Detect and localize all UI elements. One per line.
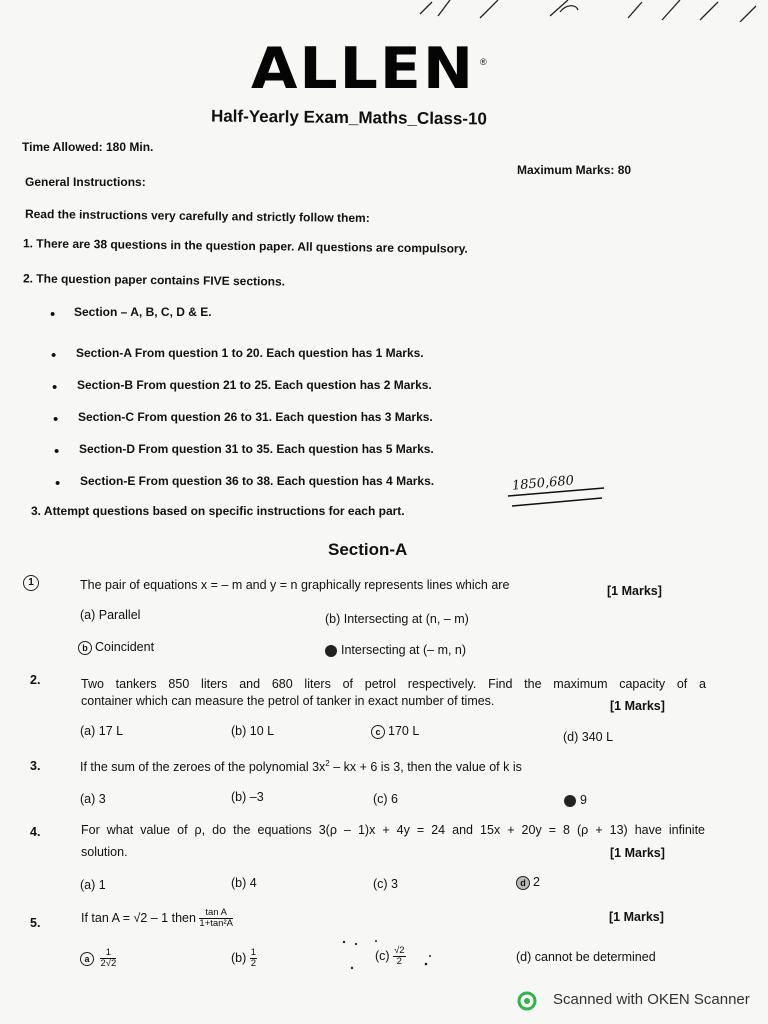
q2-option-b[interactable]: (b) 10 L (231, 724, 275, 738)
handwritten-note: 1850,680 (511, 473, 575, 494)
question-2-marks: [1 Marks] (610, 699, 665, 713)
question-4-text-line2: solution. (81, 845, 128, 859)
bullet-item: • Section – A, B, C, D & E. (50, 305, 212, 323)
q4-option-a[interactable]: (a) 1 (80, 878, 106, 892)
option-marker-circle: c (371, 725, 385, 739)
general-instructions-heading: General Instructions: (25, 175, 146, 189)
question-1-text: The pair of equations x = – m and y = n graphically represents lines which are (80, 578, 510, 592)
q5-option-d[interactable]: (d) cannot be determined (516, 950, 656, 964)
scanner-watermark-text: Scanned with OKEN Scanner (553, 991, 750, 1008)
instruction-item-2: 2. The question paper contains FIVE sections. (22, 271, 286, 289)
instructions-intro: Read the instructions very carefully and strictly follow them: (24, 206, 370, 226)
question-5-text: If tan A = √2 – 1 then $\frac{\text{tan A}}{\text{1+tan²A}}$ (81, 907, 233, 929)
bullet-item: • Section-B From question 21 to 25. Each question has 2 Marks. (52, 378, 432, 396)
option-marker-circle: b (78, 641, 92, 655)
q4-option-c[interactable]: (c) 3 (373, 877, 398, 891)
q5-option-b-fraction: $\frac{1}{2}$ (250, 947, 257, 969)
q3-option-d[interactable]: 9 (564, 793, 587, 807)
q2-option-c[interactable]: c 170 L (371, 724, 419, 739)
q2-option-a[interactable]: (a) 17 L (80, 724, 124, 738)
instruction-item-1: 1. There are 38 questions in the question paper. All questions are compulsory. (22, 236, 468, 256)
question-3-text: If the sum of the zeroes of the polynomial $3x^2$ – kx + 6 is 3, then the value of k is (80, 759, 522, 775)
q2-option-d[interactable]: (d) 340 L (563, 730, 614, 744)
instruction-item-3: 3. Attempt questions based on specific instructions for each part. (31, 504, 405, 518)
registered-mark: ® (480, 57, 487, 67)
q1-option-b[interactable]: (b) Intersecting at (n, – m) (325, 612, 469, 626)
q5-option-a-fraction: $\frac{1}{2√2}$ (100, 947, 117, 969)
q4-option-d[interactable]: d 2 (516, 875, 540, 890)
section-a-heading: Section-A (328, 540, 408, 559)
bullet-item: • Section-A From question 1 to 20. Each question has 1 Marks. (51, 346, 424, 364)
ink-speckles (340, 938, 440, 978)
q5-option-b[interactable]: (b) $\frac{1}{2}$ (231, 947, 257, 969)
q5-option-c-fraction: $\frac{√2}{2}$ (394, 945, 405, 967)
q3-option-a[interactable]: (a) 3 (80, 792, 106, 806)
question-5-number: 5. (30, 916, 41, 930)
option-marker-circle: d (516, 876, 530, 890)
bullet-item: • Section-D From question 31 to 35. Each question has 5 Marks. (54, 442, 434, 460)
maximum-marks: Maximum Marks: 80 (517, 163, 632, 177)
q1-option-d[interactable]: Intersecting at (– m, n) (325, 643, 466, 657)
option-marker-filled (564, 795, 576, 807)
question-3-number: 3. (30, 759, 41, 773)
option-marker-circle: a (80, 952, 94, 966)
bullet-item: • Section-E From question 36 to 38. Each question has 4 Marks. (55, 474, 435, 492)
question-5-marks: [1 Marks] (609, 910, 664, 924)
exam-title: Half-Yearly Exam_Maths_Class-10 (210, 106, 488, 129)
q5-fraction: $\frac{\text{tan A}}{\text{1+tan²A}}$ (199, 907, 233, 929)
allen-logo: ALLEN (250, 35, 476, 103)
q1-option-c[interactable]: b Coincident (78, 640, 154, 655)
time-allowed: Time Allowed: 180 Min. (22, 140, 154, 154)
bullet-item: • Section-C From question 26 to 31. Each question has 3 Marks. (53, 410, 433, 428)
question-1-marks: [1 Marks] (607, 584, 662, 598)
q1-option-a[interactable]: (a) Parallel (80, 608, 141, 622)
question-1-number: 1 (23, 574, 42, 592)
option-marker-filled (325, 645, 337, 657)
q5-option-a[interactable] (80, 948, 116, 969)
question-2-text-line1: Two tankers 850 liters and 680 liters of petrol respectively. Find the maximum capacity of a (81, 677, 706, 691)
question-4-marks: [1 Marks] (610, 846, 665, 860)
scanner-logo-icon (517, 991, 537, 1011)
question-4-text-line1: For what value of ρ, do the equations 3(ρ – 1)x + 4y = 24 and 15x + 20y = 8 (ρ + 13) have infinite (81, 823, 705, 837)
q3-option-b[interactable]: (b) –3 (231, 790, 264, 804)
top-scribble-marks (380, 0, 768, 22)
question-2-text-line2: container which can measure the petrol of tanker in exact number of times. (81, 694, 495, 708)
q5-option-c[interactable]: (c) $\frac{√2}{2}$ (375, 945, 405, 967)
handwritten-strikethrough (504, 478, 614, 508)
question-4-number: 4. (30, 825, 41, 839)
q4-option-b[interactable]: (b) 4 (231, 876, 257, 890)
q3-option-c[interactable]: (c) 6 (373, 792, 398, 806)
question-2-number: 2. (30, 673, 41, 687)
